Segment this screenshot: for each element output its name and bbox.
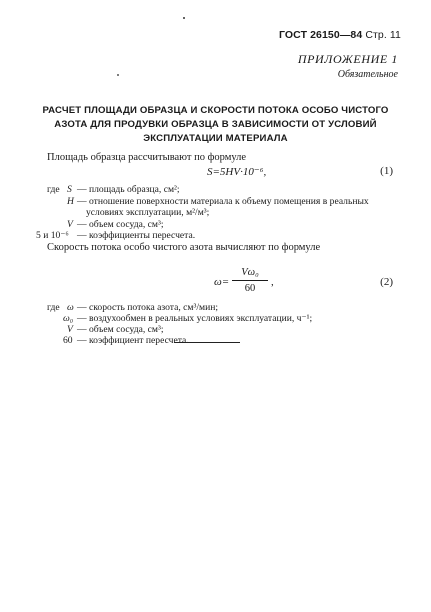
appendix-number: ПРИЛОЖЕНИЕ 1 <box>297 52 398 66</box>
def-text: — коэффициенты пересчета. <box>77 230 196 241</box>
def-symbol: 60 <box>63 335 73 346</box>
appendix-label <box>298 52 398 82</box>
def-symbol: H <box>67 196 74 207</box>
def-text: — воздухообмен в реальных условиях эксплуатации, ч⁻¹; <box>77 313 313 324</box>
flow-formula-lhs: ω= <box>214 276 230 288</box>
def-text: — объем сосуда, см³; <box>77 219 164 230</box>
def-symbol: V <box>67 324 73 335</box>
fraction-bar <box>232 280 268 281</box>
equation-number: (1) <box>380 165 393 177</box>
def-symbol: ω <box>67 302 74 313</box>
fraction-numerator: Vω₀ <box>241 267 259 278</box>
def-text: — коэффициент пересчета. <box>77 335 189 346</box>
title-line: АЗОТА ДЛЯ ПРОДУВКИ ОБРАЗЦА В ЗАВИСИМОСТИ ОТ УСЛОВИЙ <box>54 119 377 130</box>
def-text: условиях эксплуатации, м²/м³; <box>86 207 210 218</box>
where-label: где <box>47 302 60 313</box>
formula-comma: , <box>271 276 274 288</box>
page-header <box>279 29 401 41</box>
where-label: где <box>47 184 60 195</box>
flow-formula-fraction <box>232 266 268 295</box>
title-line: РАСЧЕТ ПЛОЩАДИ ОБРАЗЦА И СКОРОСТИ ПОТОКА ОСОБО ЧИСТОГО <box>42 105 389 116</box>
def-text: — площадь образца, см²; <box>77 184 180 195</box>
scan-speck <box>183 17 185 19</box>
def-symbol: V <box>67 219 73 230</box>
def-text: — скорость потока азота, см³/мин; <box>77 302 219 313</box>
page-number: Стр. 11 <box>365 29 401 41</box>
fraction-denominator: 60 <box>244 283 256 294</box>
section-title <box>30 104 401 146</box>
area-formula: S=5HV·10⁻⁶, <box>207 166 267 178</box>
scan-speck <box>117 74 119 76</box>
formula-intro: Скорость потока особо чистого азота вычисляют по формуле <box>47 242 321 253</box>
standard-number: ГОСТ 26150—84 <box>278 29 363 41</box>
equation-number: (2) <box>380 276 393 288</box>
def-text: — отношение поверхности материала к объему помещения в реальных <box>77 196 369 207</box>
def-text: — объем сосуда, см³; <box>77 324 164 335</box>
end-rule <box>174 342 240 343</box>
formula-intro: Площадь образца рассчитывают по формуле <box>47 152 247 163</box>
def-symbol: ω₀ <box>63 313 74 324</box>
title-line: ЭКСПЛУАТАЦИИ МАТЕРИАЛА <box>143 133 288 144</box>
def-symbol: S <box>67 184 72 195</box>
def-symbol: 5 и 10⁻⁶ <box>36 230 69 241</box>
appendix-status: Обязательное <box>337 69 398 80</box>
